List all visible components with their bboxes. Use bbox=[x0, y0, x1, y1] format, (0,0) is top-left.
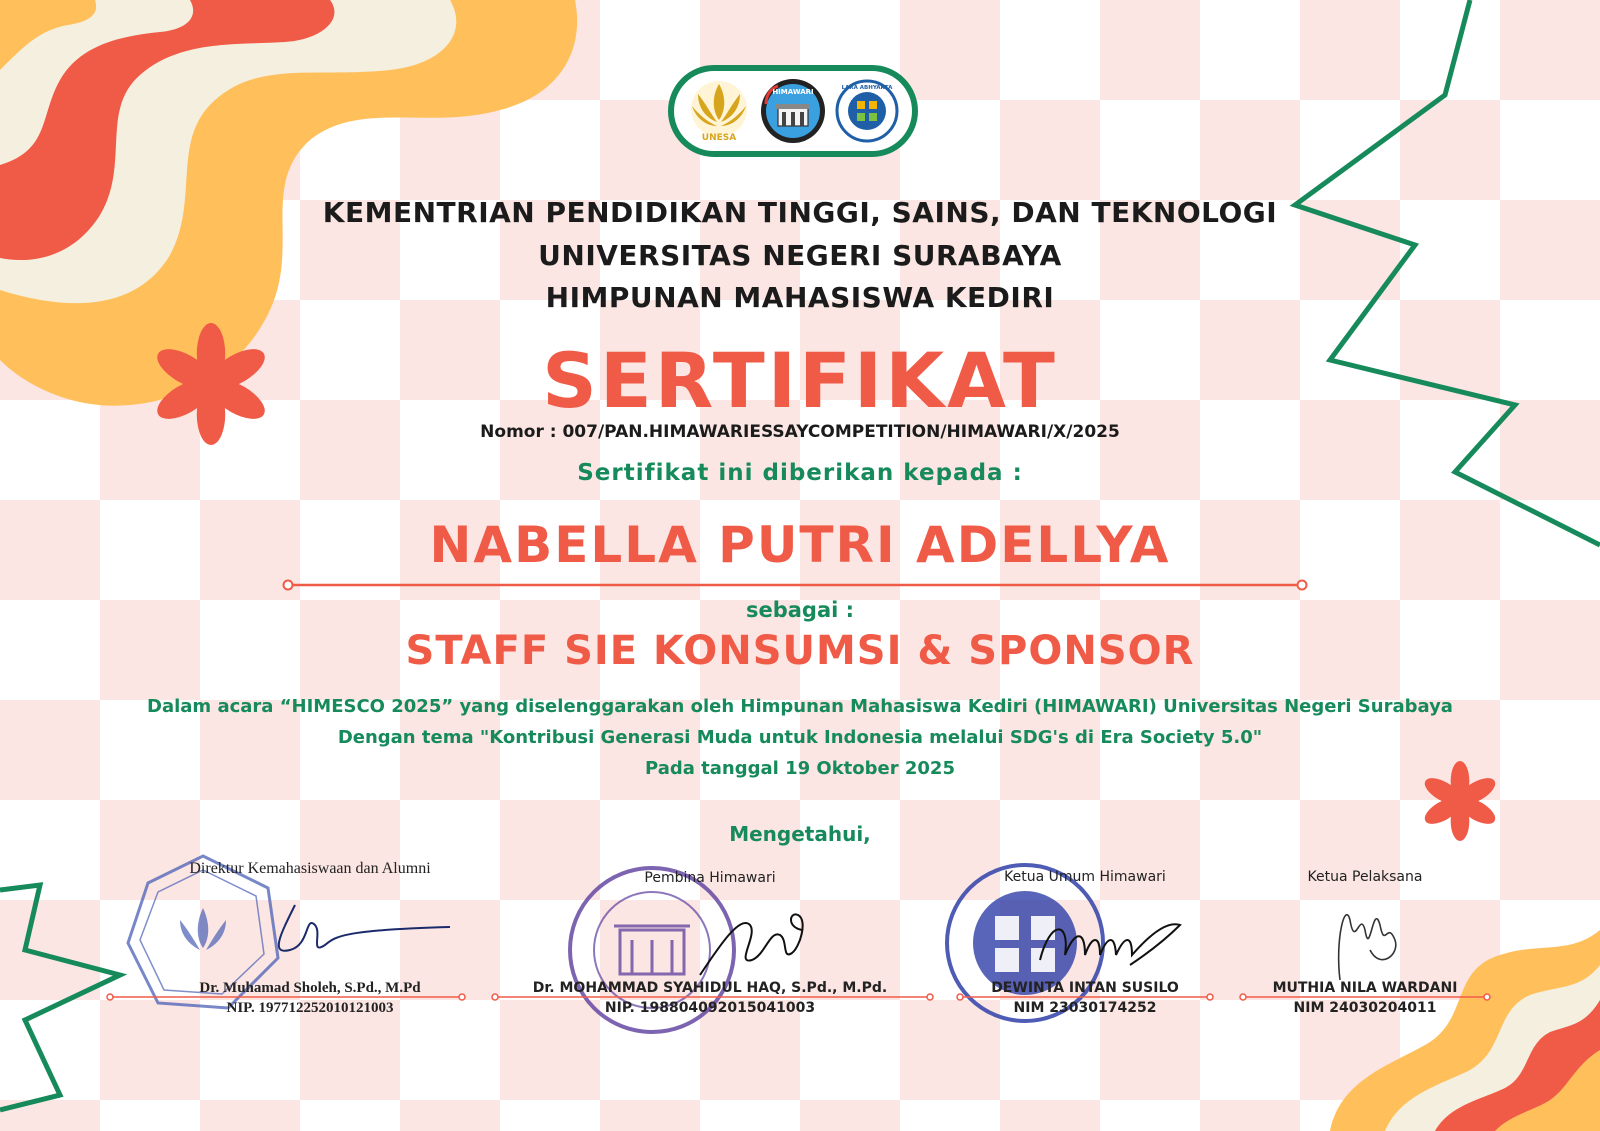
recipient-name: NABELLA PUTRI ADELLYA bbox=[429, 516, 1171, 574]
signature-3 bbox=[1030, 910, 1190, 980]
lara-abhyakta-logo bbox=[832, 76, 902, 146]
signatory-4 bbox=[1250, 869, 1480, 885]
as-label: sebagai : bbox=[745, 598, 855, 622]
ministry-heading: KEMENTRIAN PENDIDIKAN TINGGI, SAINS, DAN TEKNOLOGI bbox=[322, 196, 1278, 229]
university-heading: UNIVERSITAS NEGERI SURABAYA bbox=[538, 239, 1062, 272]
signatory-2-title: Pembina Himawari bbox=[644, 870, 776, 886]
given-to-label: Sertifikat ini diberikan kepada : bbox=[577, 460, 1023, 486]
event-date: Pada tanggal 19 Oktober 2025 bbox=[645, 758, 955, 779]
signatory-1 bbox=[160, 860, 460, 878]
signatory-2-name: Dr. MOHAMMAD SYAHIDUL HAQ, S.Pd., M.Pd. bbox=[532, 980, 888, 996]
signatory-1-title: Direktur Kemahasiswaan dan Alumni bbox=[189, 860, 431, 877]
association-heading: HIMPUNAN MAHASISWA KEDIRI bbox=[545, 281, 1055, 314]
signatory-1-name: Dr. Muhamad Sholeh, S.Pd., M.Pd bbox=[199, 980, 421, 996]
signatory-3 bbox=[960, 869, 1210, 885]
recipient-underline bbox=[280, 578, 1310, 592]
acknowledged-label: Mengetahui, bbox=[729, 822, 871, 846]
certificate-number: Nomor : 007/PAN.HIMAWARIESSAYCOMPETITION/HIMAWARI/X/2025 bbox=[480, 422, 1120, 442]
lara-abhyakta-logo-text: LARA ABHYAKTA bbox=[841, 85, 893, 91]
himawari-logo bbox=[758, 76, 828, 146]
signatory-4-title: Ketua Pelaksana bbox=[1307, 869, 1423, 885]
logo-group bbox=[668, 65, 918, 157]
unesa-logo bbox=[684, 76, 754, 146]
signatory-3-id: NIM 23030174252 bbox=[1013, 1000, 1157, 1016]
event-description: Dalam acara “HIMESCO 2025” yang diselenggarakan oleh Himpunan Mahasiswa Kediri (HIMAWARI) Universitas Negeri Surabaya bbox=[147, 696, 1453, 717]
signatory-3-name: DEWINTA INTAN SUSILO bbox=[991, 980, 1179, 996]
signatory-2 bbox=[540, 870, 880, 886]
signature-4 bbox=[1325, 880, 1415, 990]
unesa-logo-text: UNESA bbox=[701, 133, 737, 143]
certificate-title: SERTIFIKAT bbox=[542, 336, 1058, 425]
signatory-2-id: NIP. 198804092015041003 bbox=[604, 1000, 816, 1016]
signatory-4-name: MUTHIA NILA WARDANI bbox=[1272, 980, 1458, 996]
signature-2 bbox=[690, 905, 820, 985]
signatory-4-id: NIM 24030204011 bbox=[1293, 1000, 1437, 1016]
signature-1 bbox=[250, 895, 450, 965]
role-title: STAFF SIE KONSUMSI & SPONSOR bbox=[405, 628, 1195, 674]
signatory-1-id: NIP. 197712252010121003 bbox=[226, 1000, 394, 1016]
himawari-logo-text: HIMAWARI bbox=[772, 88, 814, 96]
signatory-3-title: Ketua Umum Himawari bbox=[1004, 869, 1166, 885]
event-theme: Dengan tema "Kontribusi Generasi Muda untuk Indonesia melalui SDG's di Era Society 5.0" bbox=[337, 727, 1263, 748]
signature-lines bbox=[100, 990, 1500, 1004]
